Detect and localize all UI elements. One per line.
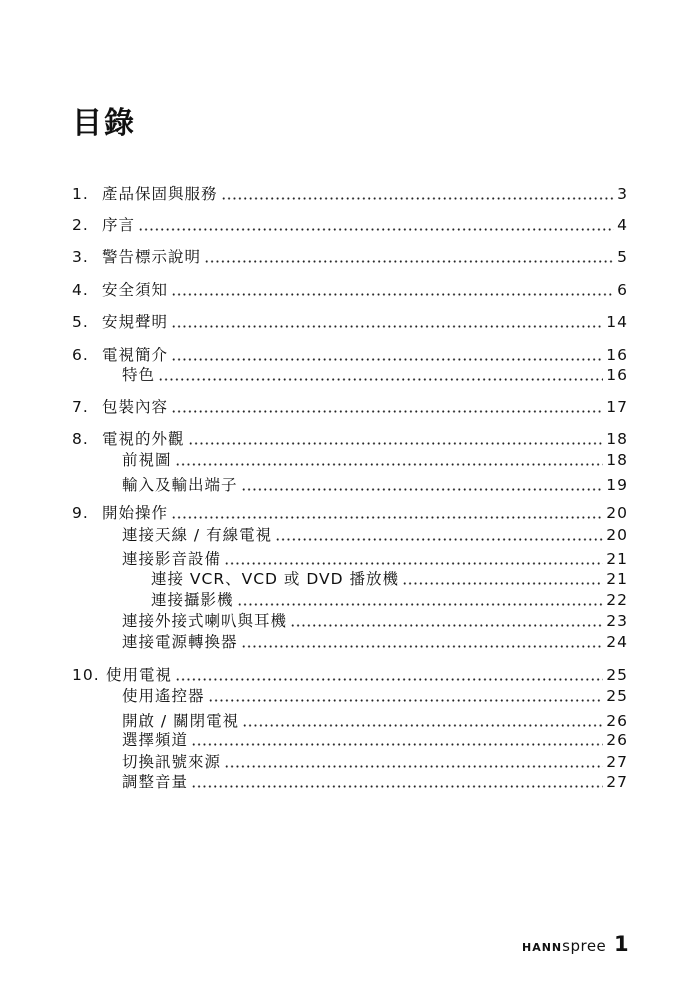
toc-entry[interactable] [72,502,628,524]
dot-leader [175,678,603,681]
toc-entry-page: 20 [606,504,628,522]
toc-entry-title: 連接天線 / 有線電視 [122,526,273,544]
toc-entry-title: 選擇頻道 [122,731,189,749]
page-number: 1 [614,932,629,956]
toc-entry-title: 特色 [122,366,156,384]
dot-leader [171,358,603,361]
dot-leader [275,538,603,541]
toc-entry-title: 開啟 / 關閉電視 [122,712,240,730]
toc-entry-title: 調整音量 [122,773,189,791]
toc-entry-number: 8. [72,430,89,448]
toc-subentry[interactable] [122,685,628,707]
toc-entry-number: 1. [72,185,89,203]
toc-entry-title: 安規聲明 [102,313,169,331]
toc-entry-title: 開始操作 [102,504,169,522]
toc-entry-page: 18 [606,451,628,469]
toc-entry-page: 17 [606,398,628,416]
dot-leader [171,325,603,328]
toc-subentry[interactable] [122,771,628,793]
dot-leader [242,724,603,727]
toc-entry-title: 連接攝影機 [151,591,234,609]
toc-entry-title: 安全須知 [102,281,169,299]
toc-entry-page: 23 [606,612,628,630]
toc-entry-page: 16 [606,346,628,364]
toc-entry-title: 電視的外觀 [102,430,185,448]
toc-entry-page: 26 [606,712,628,730]
toc-entry-page: 27 [606,753,628,771]
toc-entry-title: 電視簡介 [102,346,169,364]
toc-entry-title: 序言 [102,216,136,234]
toc-entry-page: 14 [606,313,628,331]
toc-entry-number: 6. [72,346,89,364]
dot-leader [175,463,604,466]
dot-leader [191,785,603,788]
dot-leader [188,442,604,445]
dot-leader [191,743,603,746]
dot-leader [241,645,604,648]
toc-entry-page: 24 [606,633,628,651]
dot-leader [221,197,615,200]
toc-subentry[interactable] [122,729,628,751]
toc-entry-page: 22 [606,591,628,609]
toc-entry-page: 3 [617,185,628,203]
toc-entry-number: 3. [72,248,89,266]
toc-entry[interactable] [72,344,628,366]
toc-entry-page: 18 [606,430,628,448]
toc-entry-number: 7. [72,398,89,416]
toc-entry-title: 包裝內容 [102,398,169,416]
dot-leader [158,378,603,381]
toc-entry-page: 20 [606,526,628,544]
toc-entry-title: 切換訊號來源 [122,753,222,771]
toc-entry-page: 19 [606,476,628,494]
dot-leader [237,603,604,606]
toc-entry-title: 警告標示說明 [102,248,202,266]
dot-leader [224,562,603,565]
toc-entry-page: 6 [617,281,628,299]
toc-entry-title: 連接影音設備 [122,550,222,568]
toc-entry-number: 10. [72,666,100,684]
toc-entry-page: 27 [606,773,628,791]
toc-entry[interactable] [72,183,628,205]
dot-leader [138,228,614,231]
toc-entry[interactable] [72,664,628,686]
toc-entry-title: 輸入及輸出端子 [122,476,238,494]
toc-subsubentry[interactable] [151,568,628,590]
dot-leader [208,699,604,702]
toc-subentry[interactable] [122,631,628,653]
toc-entry-number: 4. [72,281,89,299]
dot-leader [241,488,604,491]
toc-entry-page: 21 [606,550,628,568]
toc-subentry[interactable] [122,548,628,570]
dot-leader [204,260,614,263]
toc-entry-page: 21 [606,570,628,588]
toc-entry[interactable] [72,396,628,418]
toc-entry-page: 5 [617,248,628,266]
dot-leader [171,410,603,413]
toc-entry-number: 5. [72,313,89,331]
toc-entry-page: 25 [606,687,628,705]
toc-entry-title: 連接外接式喇叭與耳機 [122,612,288,630]
toc-subentry[interactable] [122,474,628,496]
toc-entry-page: 26 [606,731,628,749]
toc-entry-title: 前視圖 [122,451,172,469]
toc-subentry[interactable] [122,449,628,471]
toc-subentry[interactable] [122,610,628,632]
page-title: 目錄 [72,106,136,141]
toc-entry[interactable] [72,428,628,450]
toc-subentry[interactable] [122,524,628,546]
toc-entry-title: 產品保固與服務 [102,185,218,203]
toc-entry-page: 25 [606,666,628,684]
toc-entry-page: 4 [617,216,628,234]
toc-entry-title: 連接電源轉換器 [122,633,238,651]
toc-subentry[interactable] [122,751,628,773]
toc-entry-number: 2. [72,216,89,234]
dot-leader [402,582,603,585]
toc-entry-title: 使用電視 [106,666,173,684]
toc-entry[interactable] [72,279,628,301]
toc-entry-title: 使用遙控器 [122,687,205,705]
brand-logo-bold: HANN [522,941,563,954]
dot-leader [171,293,614,296]
toc-entry[interactable] [72,214,628,236]
brand-logo-light: spree [562,937,607,955]
dot-leader [171,516,603,519]
toc-entry-page: 16 [606,366,628,384]
toc-entry-title: 連接 VCR、VCD 或 DVD 播放機 [151,570,399,588]
brand-logo [522,936,606,958]
toc-entry-number: 9. [72,504,89,522]
dot-leader [224,765,603,768]
toc-subsubentry[interactable] [151,589,628,611]
dot-leader [290,624,603,627]
toc-subentry[interactable] [122,364,628,386]
toc-entry[interactable] [72,246,628,268]
toc-entry[interactable] [72,311,628,333]
